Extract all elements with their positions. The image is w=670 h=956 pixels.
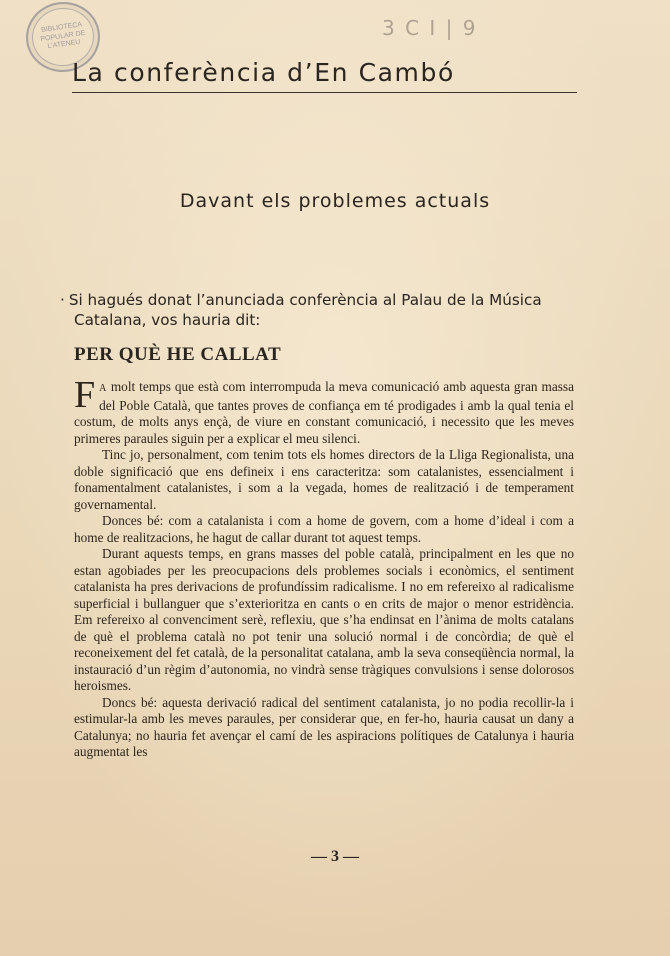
title-underline	[72, 92, 577, 93]
pencil-catalog-note: 3 C I | 9	[382, 16, 478, 40]
section-heading: PER QUÈ HE CALLAT	[74, 344, 282, 365]
intro-sentence: Si hagués donat l’anunciada conferència al Palau de la Música Catalana, vos hauria dit:	[68, 291, 542, 329]
paragraph-3: Donces bé: com a catalanista i com a home de govern, com a home d’ideal i com a home de realitzacions, he hagut de callar durant tot aquest temps.	[74, 513, 574, 545]
paragraph-5: Doncs bé: aquesta derivació radical del sentiment catalanista, jo no podia recollir-la i estimular-la amb les meves paraules, per considerar que, en fer-ho, hauria causat un dany a Catalunya; no hauria fet avençar el camí de les aspiracions polítiques de Catalunya i hauria augmentat les	[74, 694, 574, 759]
paragraph-1-text: molt temps que està com interrompuda la meva comunicació amb aquesta gran massa del Poble Català, que tantes proves de confiança em té prodigades i amb la qual tenia el costum, de molts anys ençà, de viure en constant comunicació, i necessito que les meves primeres paraules siguin per a explicar el meu silenci.	[74, 379, 574, 446]
page-title: La conferència d’En Cambó	[72, 58, 455, 87]
paragraph-2: Tinc jo, personalment, com tenim tots els homes directors de la Lliga Regionalista, una doble significació que ens defineix i ens caracteritza: som catalanistes, essencialment i fonamentalment catalanistes, i som a la vegada, homes de realització i de temperament governamental.	[74, 447, 574, 512]
paragraph-4: Durant aquests temps, en grans masses del poble català, principalment en les que no estan agobiades per les preocupacions dels problemes socials i econòmics, el sentiment catalanista ha pres derivacions de profundíssim radicalisme. I no em refereixo al radicalisme superficial i bullanguer que s’exterioritza en cants o en crits de major o menor estridència. Em refereixo al convenciment serè, reflexiu, que s’ha endinsat en l’ànima de molts catalans de què el problema català no pot tenir una solució normal i de concòrdia; de què el reconeixement del fet català, de la personalitat catalana, amb la seva conseqüència normal, la instauració d’un règim d’autonomia, no vindrà sense tràgiques convulsions i sense dolorosos heroismes.	[74, 546, 574, 693]
small-cap: A	[99, 383, 107, 394]
stamp-text: BIBLIOTECA POPULAR DE L'ATENEU	[40, 21, 86, 51]
page-number: — 3 —	[311, 848, 359, 865]
body-text	[74, 374, 574, 761]
drop-cap: F	[74, 374, 96, 416]
paragraph-1	[74, 374, 574, 447]
bullet-mark: ·	[60, 291, 65, 309]
subtitle: Davant els problemes actuals	[179, 190, 491, 212]
intro-text	[60, 290, 584, 330]
